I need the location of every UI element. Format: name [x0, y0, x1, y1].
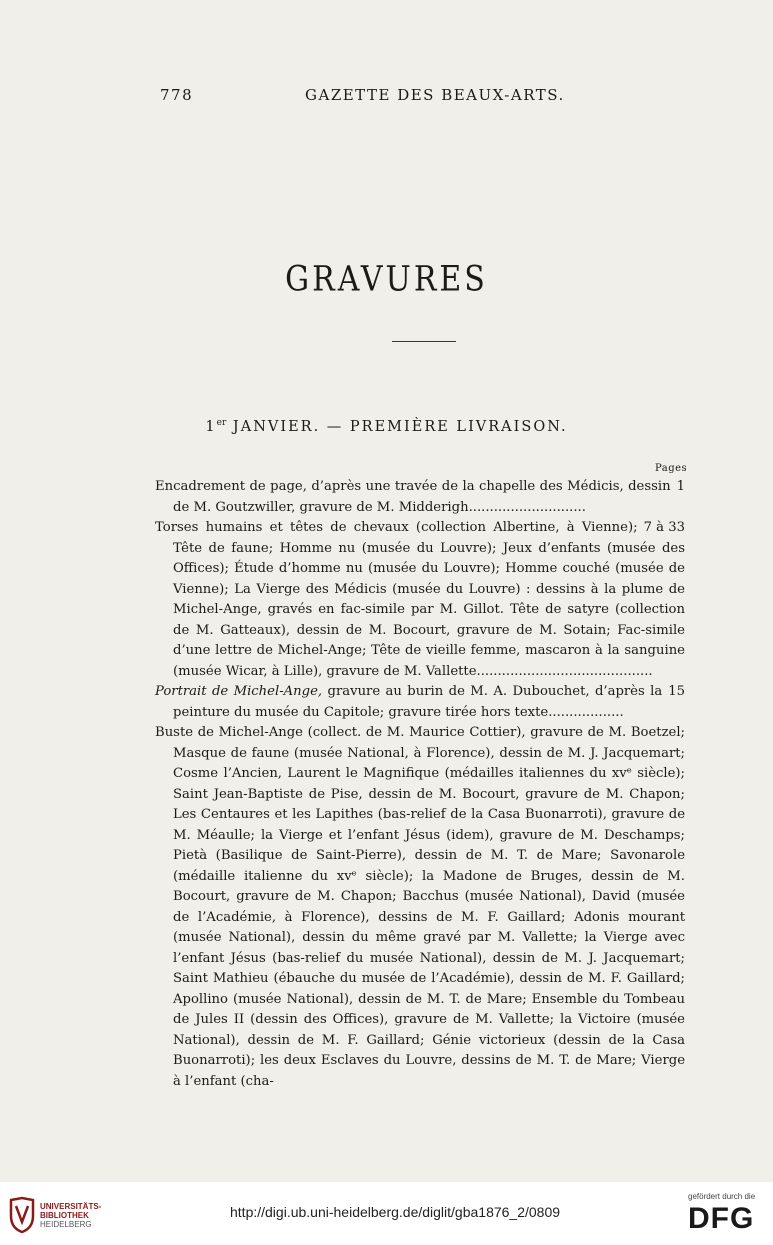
library-name	[40, 1202, 101, 1229]
entry-page: 15	[668, 684, 685, 699]
livraison-ordinal-suffix: er	[216, 418, 227, 428]
entry-page: 1	[676, 479, 685, 494]
library-name-line: BIBLIOTHEK	[40, 1211, 89, 1220]
funding-label: gefördert durch die	[688, 1192, 756, 1201]
university-library-logo-icon	[8, 1196, 36, 1234]
entry-text: Torses humains et têtes de chevaux (collection Albertine, à Vienne); Tête de faune; Homme nu (musée du Louvre); Jeux d’enfants (musée des Offices); Étude d’homme nu (musée du Louvre); Homme couché (musée de Vienne); La Vierge des Médicis (musée du Louvre) : dessins à la plume de Michel-Ange, gravés en fac-simile par M. Gillot. Tête de satyre (collection de M. Gatteaux), dessin de M. Bocourt, gravure de M. Sotain; Fac-simile d’une lettre de Michel-Ange; Tête de vieille femme, mascaron à la sanguine (musée Wicar, à Lille), gravure de M. Vallette..........................................	[155, 520, 685, 679]
entry-italic-title: Portrait de Michel-Ange,	[155, 684, 323, 699]
library-name-line: UNIVERSITÄTS-	[40, 1202, 102, 1211]
dfg-logo: DFG	[688, 1202, 755, 1235]
list-item	[155, 723, 685, 1092]
section-title: GRAVURES	[285, 259, 488, 300]
permalink-url[interactable]: http://digi.ub.uni-heidelberg.de/diglit/gba1876_2/0809	[230, 1204, 561, 1220]
list-item	[155, 682, 685, 723]
list-item	[155, 518, 685, 682]
livraison-ordinal: 1	[205, 418, 217, 435]
entry-text: Buste de Michel-Ange (collect. de M. Maurice Cottier), gravure de M. Boetzel; Masque de faune (musée National, à Florence), dessin de M. J. Jacquemart; Cosme l’Ancien, Laurent le Magnifique (médailles italiennes du xvᵉ siècle); Saint Jean-Baptiste de Pise, dessin de M. Bocourt, gravure de M. Chapon; Les Centaures et les Lapithes (bas-relief de la Casa Buonarroti), gravure de M. Méaulle; la Vierge et l’enfant Jésus (idem), gravure de M. Deschamps; Pietà (Basilique de Saint-Pierre), dessin de M. T. de Mare; Savonarole (médaille italienne du xvᵉ siècle); la Madone de Bruges, dessin de M. Bocourt, gravure de M. Chapon; Bacchus (musée National), David (musée de l’Académie, à Florence), dessins de M. F. Gaillard; Adonis mourant (musée National), dessin du même gravé par M. Vallette; la Vierge avec l’enfant Jésus (bas-relief du musée National), dessin de M. J. Jacquemart; Saint Mathieu (ébauche du musée de l’Académie), dessin de M. F. Gaillard; Apollino (musée National), dessin de M. T. de Mare; Ensemble du Tombeau de Jules II (dessin des Offices), gravure de M. Vallette; la Victoire (musée National), dessin de M. F. Gaillard; Génie victorieux (dessin de la Casa Buonarroti); les deux Esclaves du Louvre, dessins de M. T. de Mare; Vierge à l’enfant (cha-	[155, 725, 685, 1089]
journal-title: GAZETTE DES BEAUX-ARTS.	[305, 86, 565, 104]
entry-page: 7 à 33	[643, 520, 685, 535]
entry-text: Encadrement de page, d’après une travée de la chapelle des Médicis, dessin de M. Goutzwiller, gravure de M. Midderigh............................	[155, 479, 671, 515]
engravings-list	[155, 477, 685, 1092]
entry-text: gravure au burin de M. A. Dubouchet, d’après la peinture du musée du Capitole; gravure tirée hors texte..................	[173, 684, 663, 720]
digitization-footer	[0, 1182, 773, 1245]
livraison-text: JANVIER. — PREMIÈRE LIVRAISON.	[226, 418, 568, 435]
list-item	[155, 477, 685, 518]
page-number: 778	[160, 86, 194, 104]
livraison-heading	[0, 418, 773, 435]
pages-column-label: Pages	[655, 463, 688, 474]
section-divider	[392, 341, 456, 342]
library-name-line: HEIDELBERG	[40, 1220, 92, 1229]
